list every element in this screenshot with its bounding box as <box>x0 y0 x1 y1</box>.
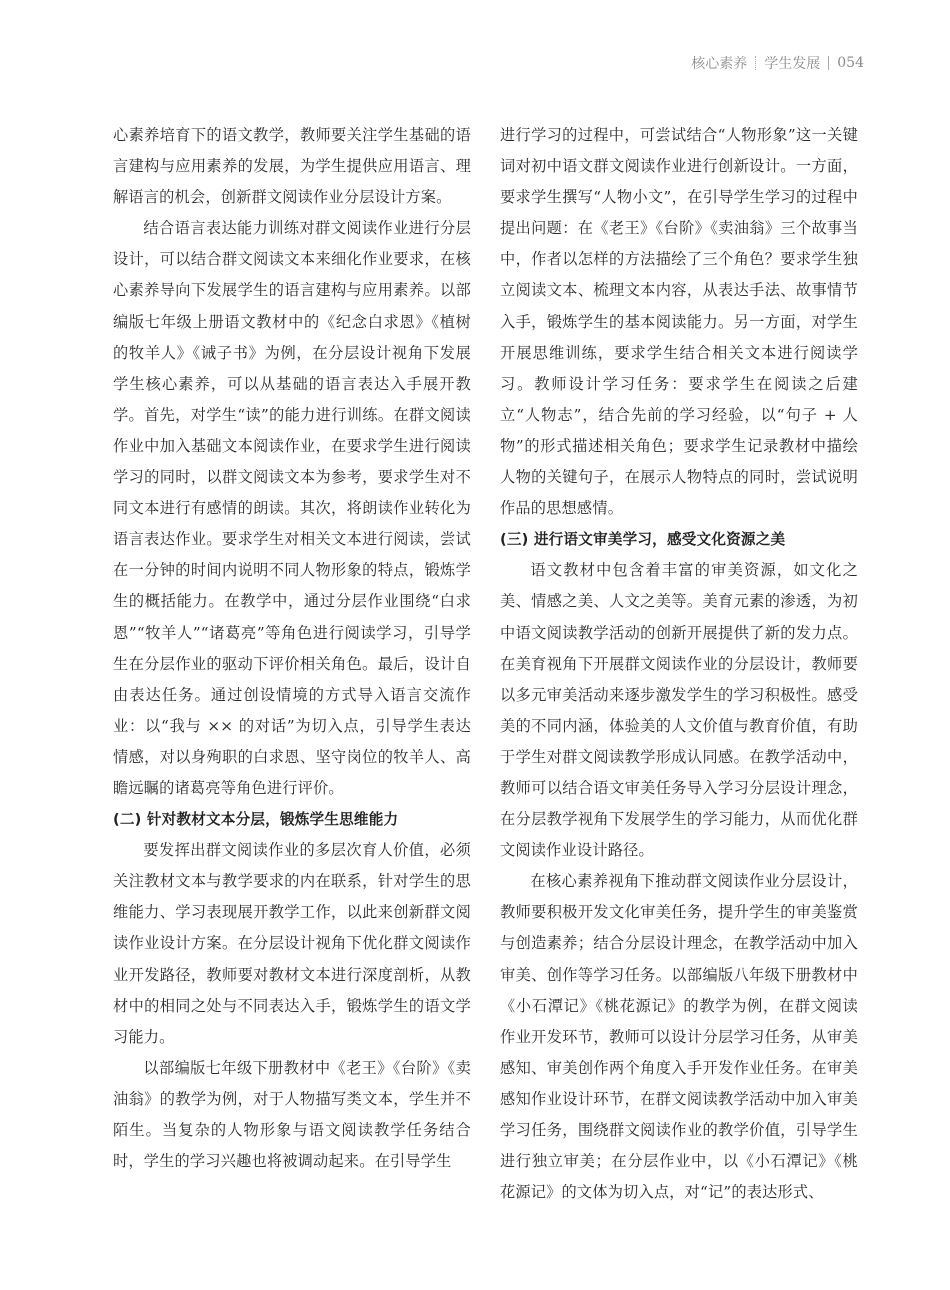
paragraph: 语文教材中包含着丰富的审美资源，如文化之美、情感之美、人文之美等。美育元素的渗透，为初中语文阅读教学活动的创新开展提供了新的发力点。在美育视角下开展群文阅读作业的分层设计，教师要以多元审美活动来逐步激发学生的学习积极性。感受美的不同内涵，体验美的人文价值与教育价值，有助于学生对群文阅读教学形成认同感。在教学活动中，教师可以结合语文审美任务导入学习分层设计理念，在分层教学视角下发展学生的学习能力，从而优化群文阅读作业设计路径。 <box>500 561 858 860</box>
paragraph: 以部编版七年级下册教材中《老王》《台阶》《卖油翁》的教学为例，对于人物描写类文本，学生并不陌生。当复杂的人物形象与语文阅读教学任务结合时，学生的学习兴趣也将被调动起来。在引导学生 <box>113 1058 471 1171</box>
left-column <box>113 120 471 1177</box>
paragraph: 结合语言表达能力训练对群文阅读作业进行分层设计，可以结合群文阅读文本来细化作业要求，在核心素养导向下发展学生的语言建构与应用素养。以部编版七年级上册语文教材中的《纪念白求恩》《植树的牧羊人》《诫子书》为例，在分层设计视角下发展学生核心素养，可以从基础的语言表达入手展开教学。首先，对学生“读”的能力进行训练。在群文阅读作业中加入基础文本阅读作业，在要求学生进行阅读学习的同时，以群文阅读文本为参考，要求学生对不同文本进行有感情的朗读。其次，将朗读作业转化为语言表达作业。要求学生对相关文本进行阅读，尝试在一分钟的时间内说明不同人物形象的特点，锻炼学生的概括能力。在教学中，通过分层作业围绕“白求恩”“牧羊人”“诸葛亮”等角色进行阅读学习，引导学生在分层作业的驱动下评价相关角色。最后，设计自由表达任务。通过创设情境的方式导入语言交流作业：以“我与 ×× 的对话”为切入点，引导学生表达情感，对以身殉职的白求恩、坚守岗位的牧羊人、高瞻远瞩的诸葛亮等角色进行评价。 <box>113 219 471 797</box>
paragraph: 要发挥出群文阅读作业的多层次育人价值，必须关注教材文本与教学要求的内在联系，针对学生的思维能力、学习表现展开教学工作，以此来创新群文阅读作业设计方案。在分层设计视角下优化群文阅读作业开发路径，教师要对教材文本进行深度剖析，从教材中的相同之处与不同表达入手，锻炼学生的语文学习能力。 <box>113 841 471 1046</box>
header-divider <box>755 56 756 70</box>
running-header <box>691 52 864 74</box>
page-number: 054 <box>837 55 864 71</box>
section-heading: (二) 针对教材文本分层，锻炼学生思维能力 <box>113 811 399 829</box>
paragraph: 心素养培育下的语文教学，教师要关注学生基础的语言建构与应用素养的发展，为学生提供应用语言、理解语言的机会，创新群文阅读作业分层设计方案。 <box>113 126 471 207</box>
header-divider <box>828 56 829 70</box>
paragraph: 进行学习的过程中，可尝试结合“人物形象”这一关键词对初中语文群文阅读作业进行创新设计。一方面，要求学生撰写“人物小文”，在引导学生学习的过程中提出问题：在《老王》《台阶》《卖油翁》三个故事当中，作者以怎样的方法描绘了三个角色？要求学生独立阅读文本、梳理文本内容，从表达手法、故事情节入手，锻炼学生的基本阅读能力。另一方面，对学生开展思维训练，要求学生结合相关文本进行阅读学习。教师设计学习任务：要求学生在阅读之后建立“人物志”，结合先前的学习经验，以“句子 + 人物”的形式描述相关角色；要求学生记录教材中描绘人物的关键句子，在展示人物特点的同时，尝试说明作品的思想感情。 <box>500 126 858 518</box>
header-section-core-literacy: 核心素养 <box>691 56 748 72</box>
header-section-student-development: 学生发展 <box>764 56 821 72</box>
paragraph: 在核心素养视角下推动群文阅读作业分层设计，教师要积极开发文化审美任务，提升学生的审美鉴赏与创造素养；结合分层设计理念，在教学活动中加入审美、创作等学习任务。以部编版八年级下册教材中《小石潭记》《桃花源记》的教学为例，在群文阅读作业开发环节，教师可以设计分层学习任务，从审美感知、审美创作两个角度入手开发作业任务。在审美感知作业设计环节，在群文阅读教学活动中加入审美学习任务，围绕群文阅读作业的教学价值，引导学生进行独立审美；在分层作业中，以《小石潭记》《桃花源记》的文体为切入点，对“记”的表达形式、 <box>500 872 858 1202</box>
section-heading: (三) 进行语文审美学习，感受文化资源之美 <box>500 531 786 549</box>
right-column <box>500 120 858 1208</box>
